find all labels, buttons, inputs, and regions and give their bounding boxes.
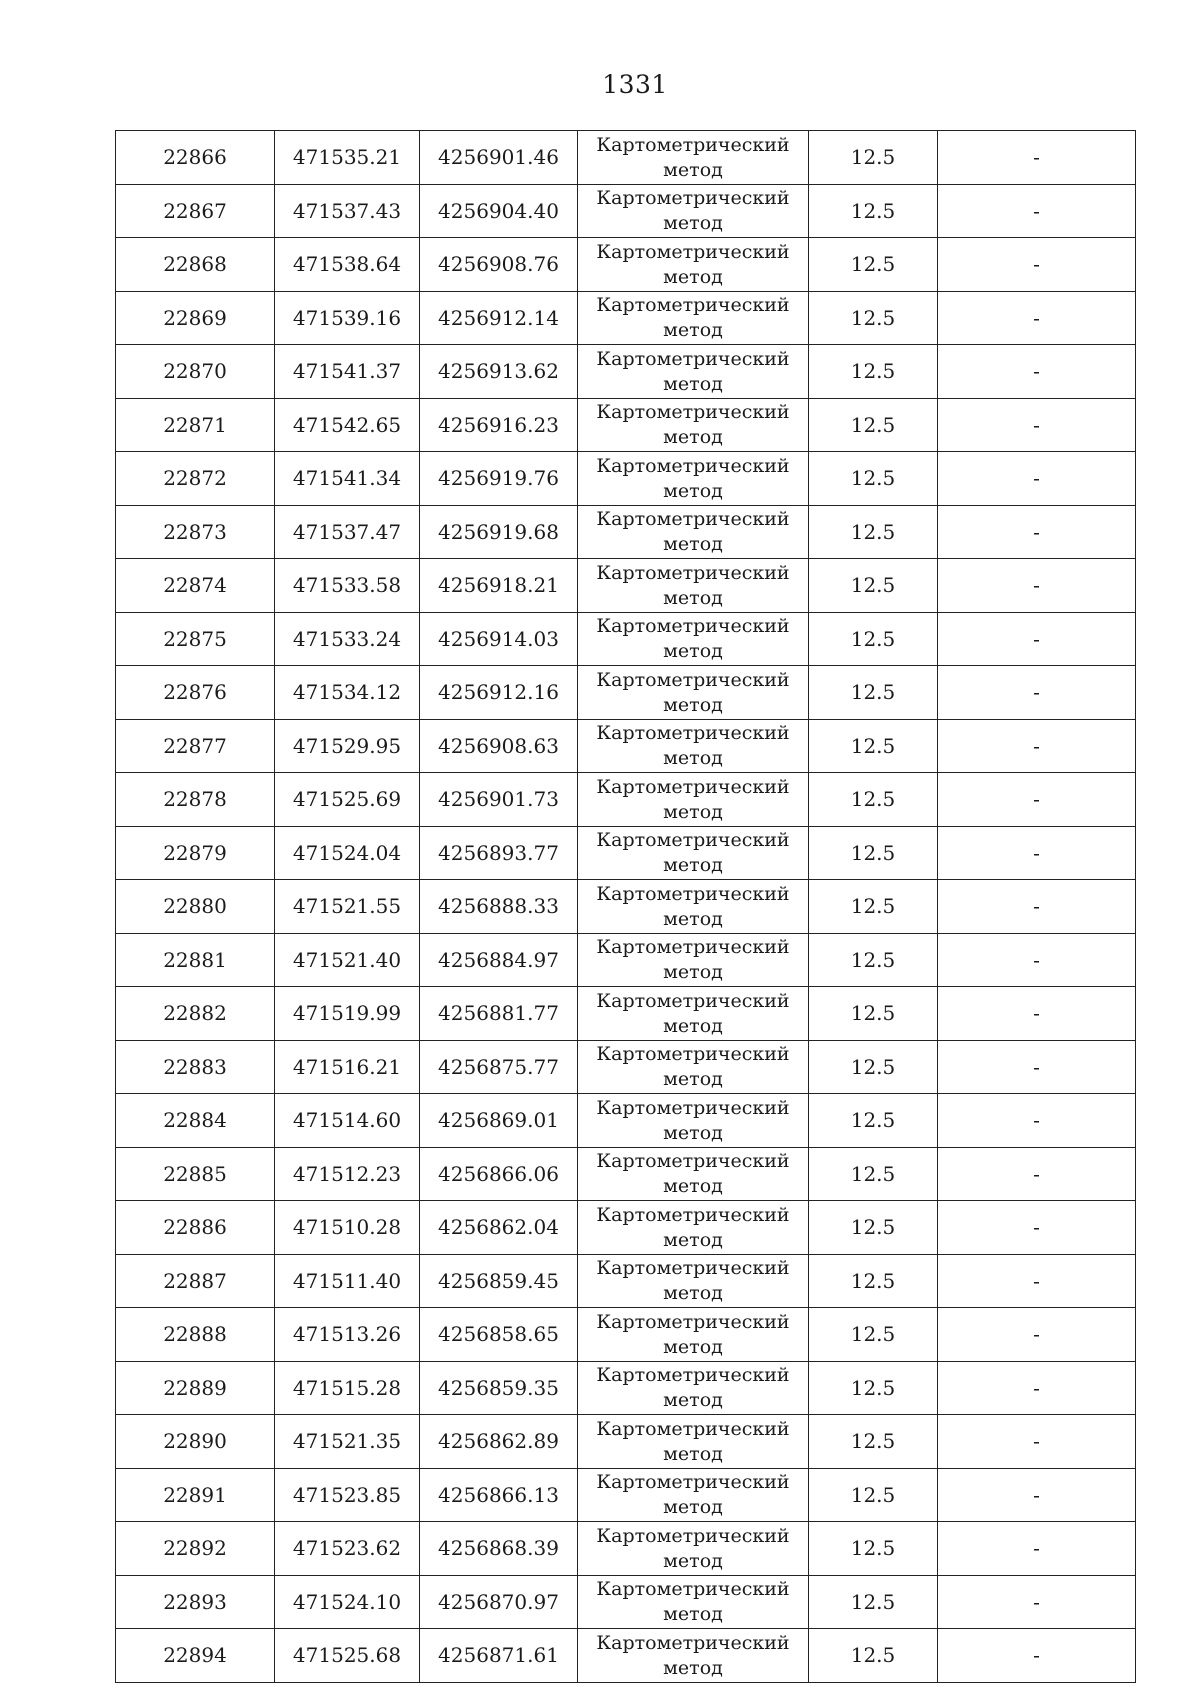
accuracy-cell: 12.5 <box>809 1308 938 1362</box>
table-row <box>116 345 1136 399</box>
table-row <box>116 1254 1136 1308</box>
point-number-cell: 22866 <box>116 131 275 185</box>
method-line-2: метод <box>663 854 723 877</box>
note-cell: - <box>938 1094 1136 1148</box>
table-row <box>116 1040 1136 1094</box>
method-line-2: метод <box>663 1014 723 1037</box>
table-row <box>116 1308 1136 1362</box>
x-coordinate-cell: 471524.10 <box>275 1575 420 1629</box>
point-number-cell: 22877 <box>116 719 275 773</box>
method-cell <box>578 1040 809 1094</box>
y-coordinate-cell: 4256919.76 <box>420 452 578 506</box>
point-number-cell: 22892 <box>116 1522 275 1576</box>
method-cell <box>578 291 809 345</box>
note-cell: - <box>938 612 1136 666</box>
method-cell <box>578 1629 809 1683</box>
y-coordinate-cell: 4256858.65 <box>420 1308 578 1362</box>
accuracy-cell: 12.5 <box>809 291 938 345</box>
accuracy-cell: 12.5 <box>809 345 938 399</box>
y-coordinate-cell: 4256918.21 <box>420 559 578 613</box>
method-cell <box>578 719 809 773</box>
method-cell <box>578 1575 809 1629</box>
method-cell <box>578 1201 809 1255</box>
x-coordinate-cell: 471525.69 <box>275 773 420 827</box>
y-coordinate-cell: 4256908.76 <box>420 238 578 292</box>
method-line-2: метод <box>663 1496 723 1519</box>
note-cell: - <box>938 131 1136 185</box>
method-line-1: Картометрический <box>596 1524 790 1547</box>
x-coordinate-cell: 471539.16 <box>275 291 420 345</box>
x-coordinate-cell: 471510.28 <box>275 1201 420 1255</box>
method-cell <box>578 773 809 827</box>
x-coordinate-cell: 471515.28 <box>275 1361 420 1415</box>
x-coordinate-cell: 471533.24 <box>275 612 420 666</box>
table-row <box>116 1094 1136 1148</box>
note-cell: - <box>938 880 1136 934</box>
method-line-1: Картометрический <box>596 133 790 156</box>
method-line-1: Картометрический <box>596 1364 790 1387</box>
accuracy-cell: 12.5 <box>809 987 938 1041</box>
method-cell <box>578 1468 809 1522</box>
x-coordinate-cell: 471535.21 <box>275 131 420 185</box>
accuracy-cell: 12.5 <box>809 1522 938 1576</box>
accuracy-cell: 12.5 <box>809 1415 938 1469</box>
note-cell: - <box>938 238 1136 292</box>
note-cell: - <box>938 987 1136 1041</box>
method-line-1: Картометрический <box>596 668 790 691</box>
method-cell <box>578 559 809 613</box>
method-line-1: Картометрический <box>596 1150 790 1173</box>
x-coordinate-cell: 471533.58 <box>275 559 420 613</box>
y-coordinate-cell: 4256866.13 <box>420 1468 578 1522</box>
y-coordinate-cell: 4256884.97 <box>420 933 578 987</box>
method-cell <box>578 880 809 934</box>
method-cell <box>578 131 809 185</box>
accuracy-cell: 12.5 <box>809 131 938 185</box>
point-number-cell: 22885 <box>116 1147 275 1201</box>
method-line-2: метод <box>663 319 723 342</box>
accuracy-cell: 12.5 <box>809 238 938 292</box>
accuracy-cell: 12.5 <box>809 1147 938 1201</box>
method-cell <box>578 452 809 506</box>
x-coordinate-cell: 471538.64 <box>275 238 420 292</box>
accuracy-cell: 12.5 <box>809 505 938 559</box>
x-coordinate-cell: 471521.35 <box>275 1415 420 1469</box>
x-coordinate-cell: 471537.47 <box>275 505 420 559</box>
method-line-1: Картометрический <box>596 936 790 959</box>
x-coordinate-cell: 471519.99 <box>275 987 420 1041</box>
accuracy-cell: 12.5 <box>809 559 938 613</box>
x-coordinate-cell: 471541.37 <box>275 345 420 399</box>
accuracy-cell: 12.5 <box>809 1629 938 1683</box>
method-line-2: метод <box>663 961 723 984</box>
y-coordinate-cell: 4256912.16 <box>420 666 578 720</box>
note-cell: - <box>938 1522 1136 1576</box>
accuracy-cell: 12.5 <box>809 1468 938 1522</box>
method-line-2: метод <box>663 1442 723 1465</box>
y-coordinate-cell: 4256859.45 <box>420 1254 578 1308</box>
note-cell: - <box>938 1040 1136 1094</box>
note-cell: - <box>938 1629 1136 1683</box>
accuracy-cell: 12.5 <box>809 184 938 238</box>
table-row <box>116 987 1136 1041</box>
y-coordinate-cell: 4256913.62 <box>420 345 578 399</box>
y-coordinate-cell: 4256904.40 <box>420 184 578 238</box>
table-row <box>116 291 1136 345</box>
table-row <box>116 666 1136 720</box>
method-cell <box>578 1361 809 1415</box>
method-line-1: Картометрический <box>596 561 790 584</box>
method-line-1: Картометрический <box>596 454 790 477</box>
method-line-1: Картометрический <box>596 294 790 317</box>
y-coordinate-cell: 4256916.23 <box>420 398 578 452</box>
accuracy-cell: 12.5 <box>809 773 938 827</box>
method-line-1: Картометрический <box>596 722 790 745</box>
point-number-cell: 22893 <box>116 1575 275 1629</box>
method-line-2: метод <box>663 1549 723 1572</box>
x-coordinate-cell: 471525.68 <box>275 1629 420 1683</box>
x-coordinate-cell: 471514.60 <box>275 1094 420 1148</box>
method-cell <box>578 1415 809 1469</box>
note-cell: - <box>938 826 1136 880</box>
point-number-cell: 22891 <box>116 1468 275 1522</box>
method-line-2: метод <box>663 1282 723 1305</box>
table-row <box>116 1147 1136 1201</box>
y-coordinate-cell: 4256908.63 <box>420 719 578 773</box>
note-cell: - <box>938 1147 1136 1201</box>
point-number-cell: 22872 <box>116 452 275 506</box>
method-line-2: метод <box>663 372 723 395</box>
point-number-cell: 22890 <box>116 1415 275 1469</box>
note-cell: - <box>938 666 1136 720</box>
method-cell <box>578 1308 809 1362</box>
y-coordinate-cell: 4256919.68 <box>420 505 578 559</box>
note-cell: - <box>938 505 1136 559</box>
note-cell: - <box>938 1468 1136 1522</box>
method-line-2: метод <box>663 1228 723 1251</box>
point-number-cell: 22884 <box>116 1094 275 1148</box>
coordinates-table-body <box>116 131 1136 1683</box>
table-row <box>116 719 1136 773</box>
point-number-cell: 22894 <box>116 1629 275 1683</box>
method-line-1: Картометрический <box>596 1257 790 1280</box>
table-row <box>116 452 1136 506</box>
method-line-1: Картометрический <box>596 1578 790 1601</box>
accuracy-cell: 12.5 <box>809 1094 938 1148</box>
method-line-2: метод <box>663 265 723 288</box>
x-coordinate-cell: 471541.34 <box>275 452 420 506</box>
x-coordinate-cell: 471513.26 <box>275 1308 420 1362</box>
method-line-2: метод <box>663 640 723 663</box>
y-coordinate-cell: 4256866.06 <box>420 1147 578 1201</box>
table-row <box>116 505 1136 559</box>
table-row <box>116 1361 1136 1415</box>
coordinates-table <box>115 130 1136 1683</box>
page-number: 1331 <box>602 70 668 99</box>
point-number-cell: 22870 <box>116 345 275 399</box>
y-coordinate-cell: 4256862.04 <box>420 1201 578 1255</box>
point-number-cell: 22876 <box>116 666 275 720</box>
accuracy-cell: 12.5 <box>809 452 938 506</box>
note-cell: - <box>938 1201 1136 1255</box>
table-row <box>116 1201 1136 1255</box>
method-line-1: Картометрический <box>596 1631 790 1654</box>
method-line-2: метод <box>663 1121 723 1144</box>
point-number-cell: 22868 <box>116 238 275 292</box>
point-number-cell: 22879 <box>116 826 275 880</box>
method-line-1: Картометрический <box>596 1043 790 1066</box>
note-cell: - <box>938 773 1136 827</box>
note-cell: - <box>938 1254 1136 1308</box>
x-coordinate-cell: 471542.65 <box>275 398 420 452</box>
method-line-2: метод <box>663 1175 723 1198</box>
method-line-1: Картометрический <box>596 1203 790 1226</box>
method-line-2: метод <box>663 907 723 930</box>
method-line-2: метод <box>663 426 723 449</box>
note-cell: - <box>938 719 1136 773</box>
x-coordinate-cell: 471523.62 <box>275 1522 420 1576</box>
table-row <box>116 773 1136 827</box>
y-coordinate-cell: 4256862.89 <box>420 1415 578 1469</box>
table-row <box>116 1522 1136 1576</box>
point-number-cell: 22888 <box>116 1308 275 1362</box>
table-row <box>116 238 1136 292</box>
table-row <box>116 1629 1136 1683</box>
accuracy-cell: 12.5 <box>809 1575 938 1629</box>
method-cell <box>578 505 809 559</box>
method-cell <box>578 1254 809 1308</box>
method-line-1: Картометрический <box>596 829 790 852</box>
y-coordinate-cell: 4256871.61 <box>420 1629 578 1683</box>
point-number-cell: 22889 <box>116 1361 275 1415</box>
method-cell <box>578 666 809 720</box>
method-line-1: Картометрический <box>596 1417 790 1440</box>
y-coordinate-cell: 4256875.77 <box>420 1040 578 1094</box>
method-line-2: метод <box>663 212 723 235</box>
table-row <box>116 559 1136 613</box>
method-line-1: Картометрический <box>596 401 790 424</box>
method-line-1: Картометрический <box>596 1310 790 1333</box>
y-coordinate-cell: 4256859.35 <box>420 1361 578 1415</box>
method-line-2: метод <box>663 1068 723 1091</box>
y-coordinate-cell: 4256901.73 <box>420 773 578 827</box>
method-cell <box>578 398 809 452</box>
point-number-cell: 22881 <box>116 933 275 987</box>
note-cell: - <box>938 1415 1136 1469</box>
x-coordinate-cell: 471524.04 <box>275 826 420 880</box>
note-cell: - <box>938 1361 1136 1415</box>
y-coordinate-cell: 4256888.33 <box>420 880 578 934</box>
method-line-2: метод <box>663 800 723 823</box>
note-cell: - <box>938 184 1136 238</box>
x-coordinate-cell: 471521.55 <box>275 880 420 934</box>
method-cell <box>578 184 809 238</box>
note-cell: - <box>938 1308 1136 1362</box>
x-coordinate-cell: 471516.21 <box>275 1040 420 1094</box>
method-line-2: метод <box>663 1656 723 1679</box>
y-coordinate-cell: 4256914.03 <box>420 612 578 666</box>
method-line-2: метод <box>663 479 723 502</box>
note-cell: - <box>938 398 1136 452</box>
accuracy-cell: 12.5 <box>809 1040 938 1094</box>
y-coordinate-cell: 4256870.97 <box>420 1575 578 1629</box>
method-line-1: Картометрический <box>596 775 790 798</box>
method-cell <box>578 1522 809 1576</box>
x-coordinate-cell: 471511.40 <box>275 1254 420 1308</box>
point-number-cell: 22869 <box>116 291 275 345</box>
method-cell <box>578 987 809 1041</box>
method-cell <box>578 612 809 666</box>
accuracy-cell: 12.5 <box>809 398 938 452</box>
table-row <box>116 880 1136 934</box>
table-row <box>116 1575 1136 1629</box>
point-number-cell: 22873 <box>116 505 275 559</box>
accuracy-cell: 12.5 <box>809 1201 938 1255</box>
table-row <box>116 1468 1136 1522</box>
accuracy-cell: 12.5 <box>809 666 938 720</box>
note-cell: - <box>938 345 1136 399</box>
method-line-1: Картометрический <box>596 615 790 638</box>
y-coordinate-cell: 4256912.14 <box>420 291 578 345</box>
point-number-cell: 22871 <box>116 398 275 452</box>
method-cell <box>578 238 809 292</box>
table-row <box>116 1415 1136 1469</box>
note-cell: - <box>938 1575 1136 1629</box>
method-cell <box>578 1094 809 1148</box>
accuracy-cell: 12.5 <box>809 1254 938 1308</box>
point-number-cell: 22882 <box>116 987 275 1041</box>
point-number-cell: 22887 <box>116 1254 275 1308</box>
method-line-2: метод <box>663 1389 723 1412</box>
table-row <box>116 184 1136 238</box>
method-line-2: метод <box>663 747 723 770</box>
method-line-2: метод <box>663 586 723 609</box>
method-cell <box>578 933 809 987</box>
y-coordinate-cell: 4256881.77 <box>420 987 578 1041</box>
point-number-cell: 22875 <box>116 612 275 666</box>
accuracy-cell: 12.5 <box>809 826 938 880</box>
table-row <box>116 612 1136 666</box>
accuracy-cell: 12.5 <box>809 933 938 987</box>
method-cell <box>578 1147 809 1201</box>
x-coordinate-cell: 471534.12 <box>275 666 420 720</box>
method-cell <box>578 345 809 399</box>
method-line-1: Картометрический <box>596 347 790 370</box>
accuracy-cell: 12.5 <box>809 1361 938 1415</box>
x-coordinate-cell: 471523.85 <box>275 1468 420 1522</box>
method-line-2: метод <box>663 1603 723 1626</box>
point-number-cell: 22874 <box>116 559 275 613</box>
note-cell: - <box>938 559 1136 613</box>
point-number-cell: 22886 <box>116 1201 275 1255</box>
y-coordinate-cell: 4256901.46 <box>420 131 578 185</box>
note-cell: - <box>938 933 1136 987</box>
accuracy-cell: 12.5 <box>809 880 938 934</box>
y-coordinate-cell: 4256868.39 <box>420 1522 578 1576</box>
accuracy-cell: 12.5 <box>809 719 938 773</box>
table-row <box>116 933 1136 987</box>
method-line-2: метод <box>663 693 723 716</box>
method-line-2: метод <box>663 533 723 556</box>
table-row <box>116 826 1136 880</box>
x-coordinate-cell: 471537.43 <box>275 184 420 238</box>
point-number-cell: 22878 <box>116 773 275 827</box>
table-row <box>116 131 1136 185</box>
x-coordinate-cell: 471512.23 <box>275 1147 420 1201</box>
method-line-1: Картометрический <box>596 508 790 531</box>
method-line-2: метод <box>663 158 723 181</box>
point-number-cell: 22883 <box>116 1040 275 1094</box>
x-coordinate-cell: 471529.95 <box>275 719 420 773</box>
method-line-1: Картометрический <box>596 187 790 210</box>
point-number-cell: 22880 <box>116 880 275 934</box>
y-coordinate-cell: 4256869.01 <box>420 1094 578 1148</box>
note-cell: - <box>938 291 1136 345</box>
method-cell <box>578 826 809 880</box>
note-cell: - <box>938 452 1136 506</box>
method-line-1: Картометрический <box>596 989 790 1012</box>
method-line-1: Картометрический <box>596 1096 790 1119</box>
method-line-1: Картометрический <box>596 1471 790 1494</box>
x-coordinate-cell: 471521.40 <box>275 933 420 987</box>
accuracy-cell: 12.5 <box>809 612 938 666</box>
y-coordinate-cell: 4256893.77 <box>420 826 578 880</box>
method-line-1: Картометрический <box>596 240 790 263</box>
point-number-cell: 22867 <box>116 184 275 238</box>
table-row <box>116 398 1136 452</box>
method-line-1: Картометрический <box>596 882 790 905</box>
method-line-2: метод <box>663 1335 723 1358</box>
